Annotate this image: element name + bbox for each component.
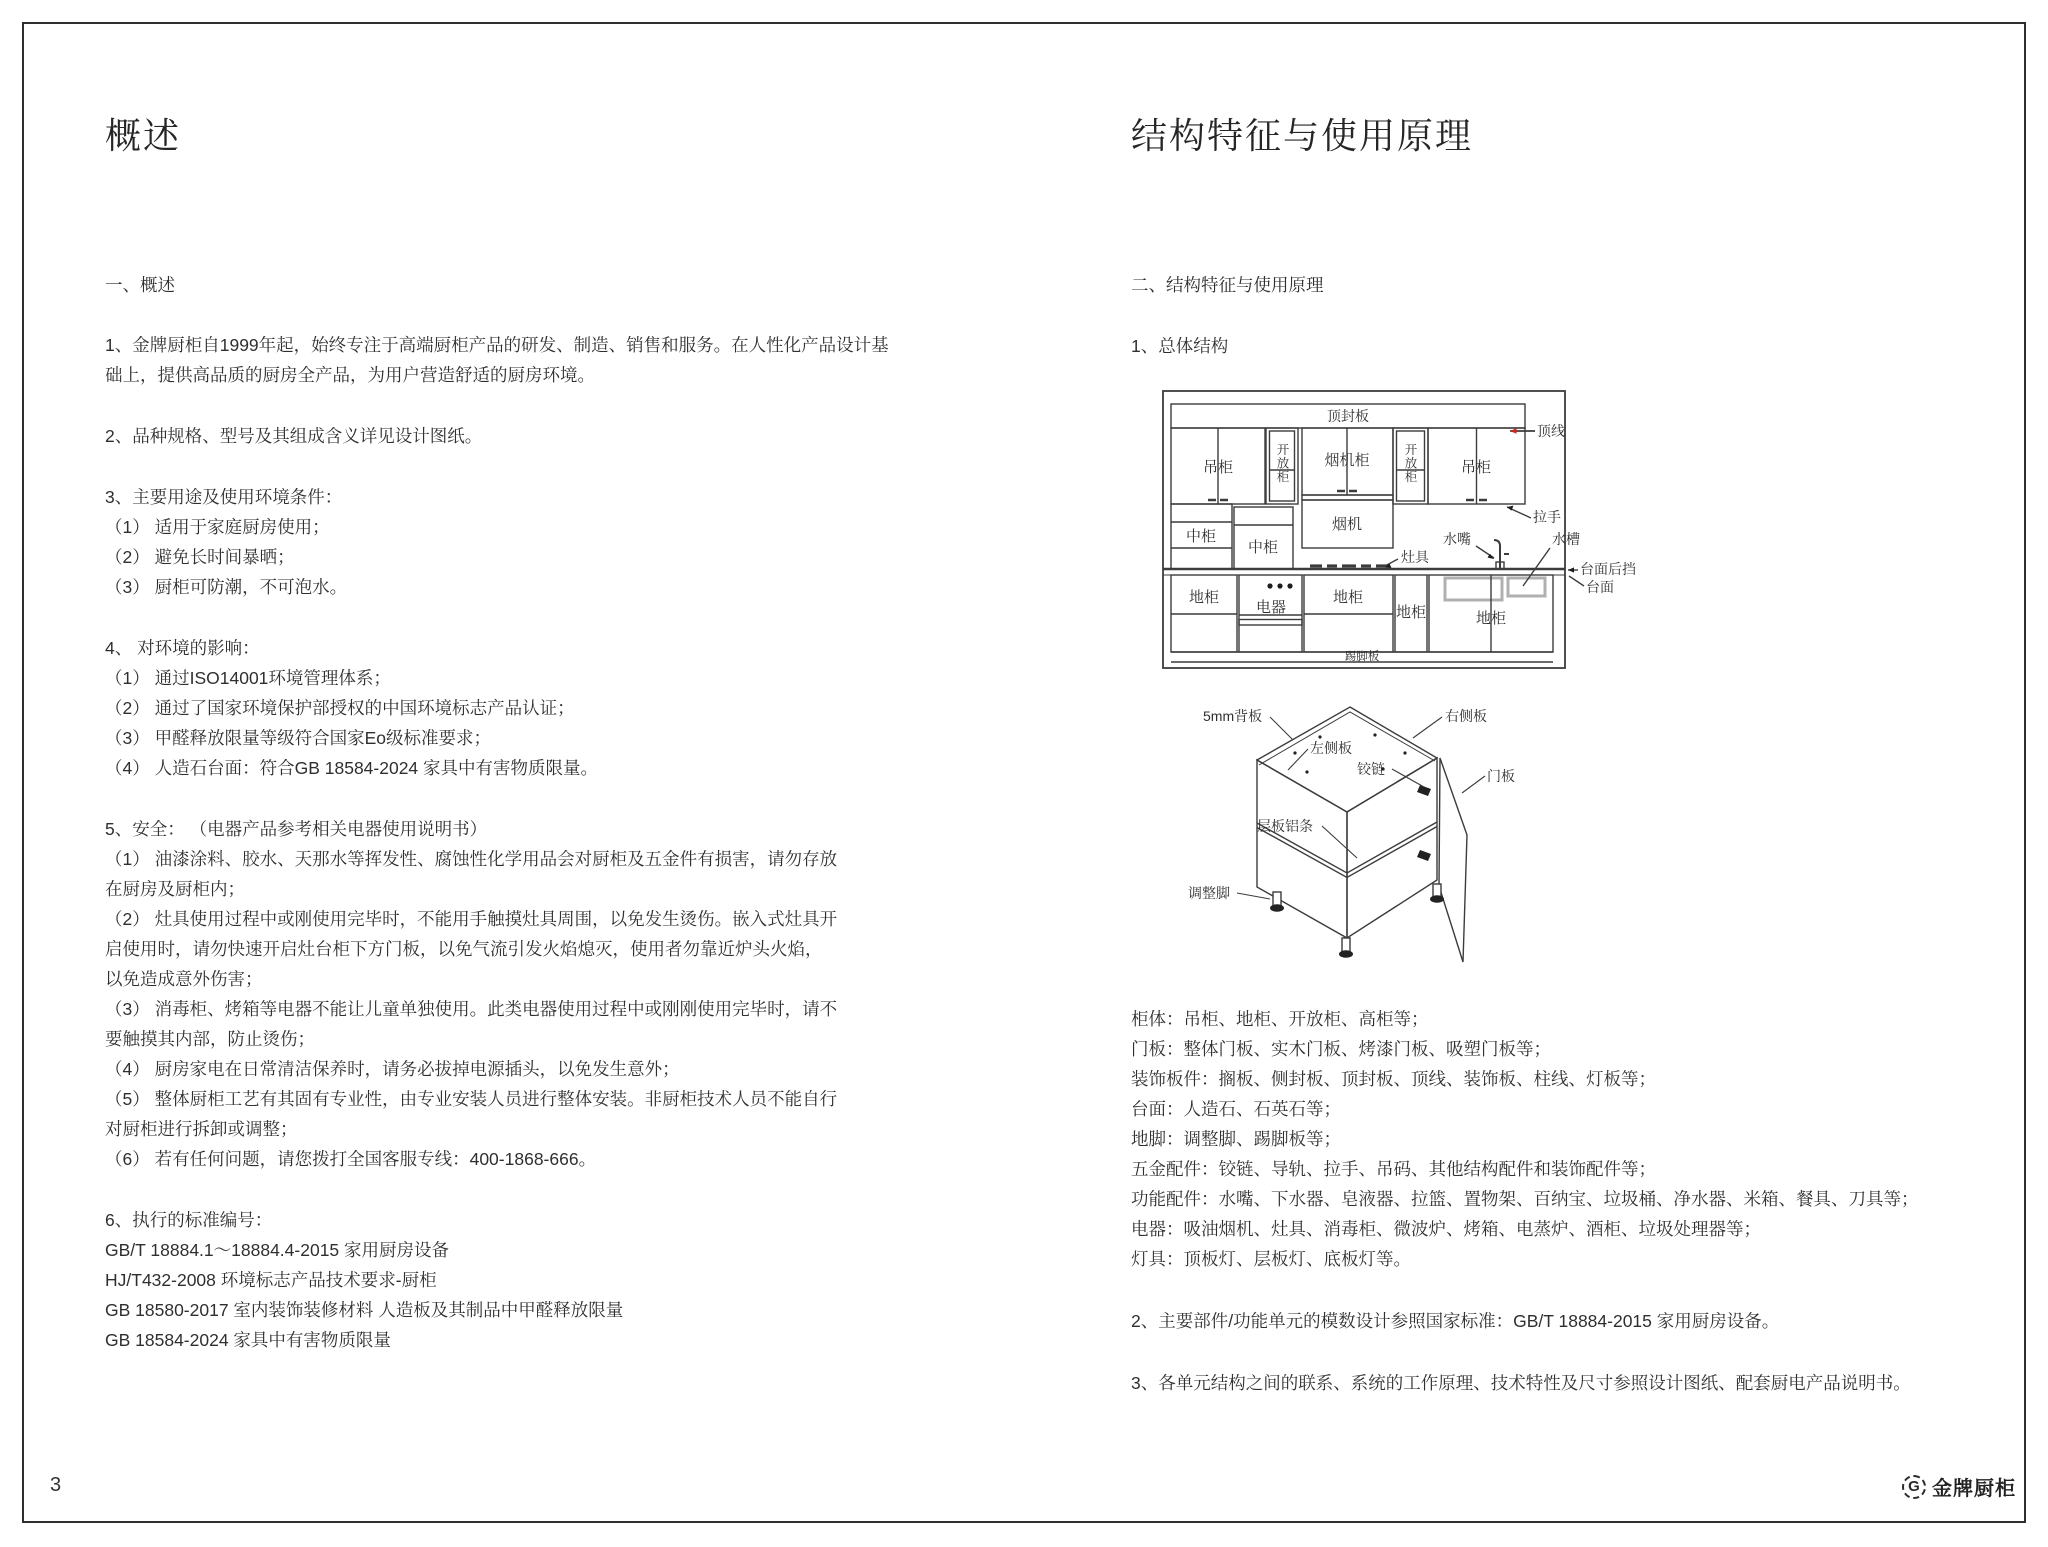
page-title-structure: 结构特征与使用原理: [1131, 115, 1474, 156]
label-hinge: 铰链: [1357, 761, 1385, 777]
text-line: 功能配件：水嘴、下水器、皂液器、拉篮、置物架、百纳宝、垃圾桶、净水器、米箱、餐具、刀具等；: [1131, 1189, 1919, 1209]
text-line: 4、 对环境的影响：: [105, 638, 260, 658]
text-line: 启使用时，请勿快速开启灶台柜下方门板，以免气流引发火焰熄灭，使用者勿靠近炉头火焰，: [105, 939, 823, 959]
text-line: （3） 甲醛释放限量等级符合国家Eo级标准要求；: [105, 728, 491, 748]
text-line: 门板：整体门板、实木门板、烤漆门板、吸塑门板等；: [1131, 1039, 1551, 1059]
label-range-hood: 烟机: [1331, 516, 1363, 533]
page-number: 3: [50, 1474, 62, 1496]
component-list: [1131, 1004, 1919, 1274]
text-line: GB/T 18884.1～18884.4-2015 家用厨房设备: [105, 1240, 450, 1260]
text-line: 在厨房及厨柜内；: [105, 879, 245, 899]
label-sink: 水槽: [1552, 531, 1580, 547]
text-line: 5、安全： （电器产品参考相关电器使用说明书）: [105, 819, 488, 839]
paragraph-1: [105, 330, 889, 390]
label-appliance: 电器: [1255, 599, 1287, 616]
text-line: （1） 适用于家庭厨房使用；: [105, 517, 330, 537]
brand-logo: [1902, 1472, 2016, 1501]
text-line: 电器：吸油烟机、灶具、消毒柜、微波炉、烤箱、电蒸炉、酒柜、垃圾处理器等；: [1131, 1219, 1761, 1239]
label-open-cabinet-right: 开放柜: [1403, 443, 1417, 484]
brand-name: 金牌厨柜: [1932, 1478, 2016, 1500]
label-base-cabinet-4: 地柜: [1475, 610, 1507, 627]
text-line: 要触摸其内部，防止烫伤；: [105, 1029, 315, 1049]
label-base-cabinet-1: 地柜: [1188, 589, 1220, 606]
label-top-seal-panel: 顶封板: [1327, 408, 1369, 424]
text-line: （3） 消毒柜、烤箱等电器不能让儿童单独使用。此类电器使用过程中或刚刚使用完毕时，请不: [105, 999, 838, 1019]
label-hood-cabinet: 烟机柜: [1324, 452, 1370, 469]
section-heading: 二、结构特征与使用原理: [1131, 275, 1324, 295]
text-line: 对厨柜进行拆卸或调整；: [105, 1119, 298, 1139]
text-line: 以免造成意外伤害；: [105, 969, 263, 989]
text-line: （2） 通过了国家环境保护部授权的中国环境标志产品认证；: [105, 698, 575, 718]
text-line: GB 18584-2024 家具中有害物质限量: [105, 1330, 391, 1350]
label-base-cabinet-2: 地柜: [1332, 589, 1364, 606]
paragraph-6: [105, 1205, 623, 1355]
label-adjustable-foot: 调整脚: [1188, 885, 1230, 901]
label-top-line: 顶线: [1537, 423, 1565, 439]
text-line: 6、执行的标准编号：: [105, 1210, 273, 1230]
text-line: 1、金牌厨柜自1999年起，始终专注于高端厨柜产品的研发、制造、销售和服务。在人性化产品设计基: [105, 335, 889, 355]
label-wall-cabinet-right: 吊柜: [1460, 459, 1492, 476]
label-backsplash: 台面后挡: [1580, 561, 1636, 577]
label-left-side-panel: 左侧板: [1310, 740, 1352, 756]
label-handle: 拉手: [1533, 509, 1561, 525]
base-cabinet-3d-diagram: [1170, 695, 1650, 985]
text-line: （2） 灶具使用过程中或刚使用完毕时，不能用手触摸灶具周围，以免发生烫伤。嵌入式灶具开: [105, 909, 838, 929]
text-line: （4） 厨房家电在日常清洁保养时，请务必拔掉电源插头，以免发生意外；: [105, 1059, 680, 1079]
label-base-cabinet-3: 地柜: [1395, 604, 1427, 621]
page-title-overview: 概述: [105, 115, 182, 156]
text-line: 柜体：吊柜、地柜、开放柜、高柜等；: [1131, 1009, 1429, 1029]
label-faucet: 水嘴: [1443, 531, 1471, 547]
text-line: （1） 通过ISO14001环境管理体系；: [105, 668, 391, 688]
label-right-side-panel: 右侧板: [1445, 708, 1487, 724]
label-cooktop: 灶具: [1401, 549, 1429, 565]
label-open-cabinet-left: 开放柜: [1275, 443, 1289, 484]
paragraph-3: [105, 482, 347, 602]
paragraph-5: [105, 814, 837, 1174]
paragraph-4: [105, 633, 598, 783]
text-line: 3、主要用途及使用环境条件：: [105, 487, 343, 507]
text-line: （1） 油漆涂料、胶水、天那水等挥发性、腐蚀性化学用品会对厨柜及五金件有损害，请勿存放: [105, 849, 838, 869]
text-line: HJ/T432-2008 环境标志产品技术要求-厨柜: [105, 1270, 437, 1290]
text-line: 装饰板件：搁板、侧封板、顶封板、顶线、装饰板、柱线、灯板等；: [1131, 1069, 1656, 1089]
text-line: （5） 整体厨柜工艺有其固有专业性，由专业安装人员进行整体安装。非厨柜技术人员不能自行: [105, 1089, 838, 1109]
item-2: 2、主要部件/功能单元的模数设计参照国家标准：GB/T 18884-2015 家用厨房设备。: [1131, 1311, 1780, 1331]
kitchen-elevation-diagram: [1160, 388, 1660, 673]
text-line: 灯具：顶板灯、层板灯、底板灯等。: [1131, 1249, 1411, 1269]
label-countertop: 台面: [1586, 579, 1614, 595]
label-door-panel: 门板: [1487, 768, 1515, 784]
text-line: GB 18580-2017 室内装饰装修材料 人造板及其制品中甲醛释放限量: [105, 1300, 624, 1320]
label-back-panel: 5mm背板: [1203, 708, 1263, 724]
label-mid-cabinet-right: 中柜: [1247, 539, 1279, 556]
section-heading: 一、概述: [105, 275, 175, 295]
text-line: （2） 避免长时间暴晒；: [105, 547, 295, 567]
paragraph-2: [105, 421, 482, 451]
text-line: 地脚：调整脚、踢脚板等；: [1131, 1129, 1341, 1149]
subsection-heading: 1、总体结构: [1131, 336, 1229, 356]
text-line: 五金配件：铰链、导轨、拉手、吊码、其他结构配件和装饰配件等；: [1131, 1159, 1656, 1179]
text-line: 2、品种规格、型号及其组成含义详见设计图纸。: [105, 426, 483, 446]
label-shelf-strip: 层板铝条: [1257, 818, 1313, 834]
text-line: （6） 若有任何问题，请您拨打全国客服专线：400-1868-666。: [105, 1149, 597, 1169]
item-3: 3、各单元结构之间的联系、系统的工作原理、技术特性及尺寸参照设计图纸、配套厨电产品说明书。: [1131, 1373, 1911, 1393]
text-line: （3） 厨柜可防潮，不可泡水。: [105, 577, 348, 597]
label-mid-cabinet-left: 中柜: [1185, 528, 1217, 545]
text-line: 础上，提供高品质的厨房全产品，为用户营造舒适的厨房环境。: [105, 365, 595, 385]
label-wall-cabinet-left: 吊柜: [1202, 459, 1234, 476]
text-line: （4） 人造石台面：符合GB 18584-2024 家具中有害物质限量。: [105, 758, 599, 778]
text-line: 台面：人造石、石英石等；: [1131, 1099, 1341, 1119]
label-kickboard: 踢脚板: [1344, 651, 1380, 663]
brand-g-icon: G: [1902, 1475, 1926, 1499]
